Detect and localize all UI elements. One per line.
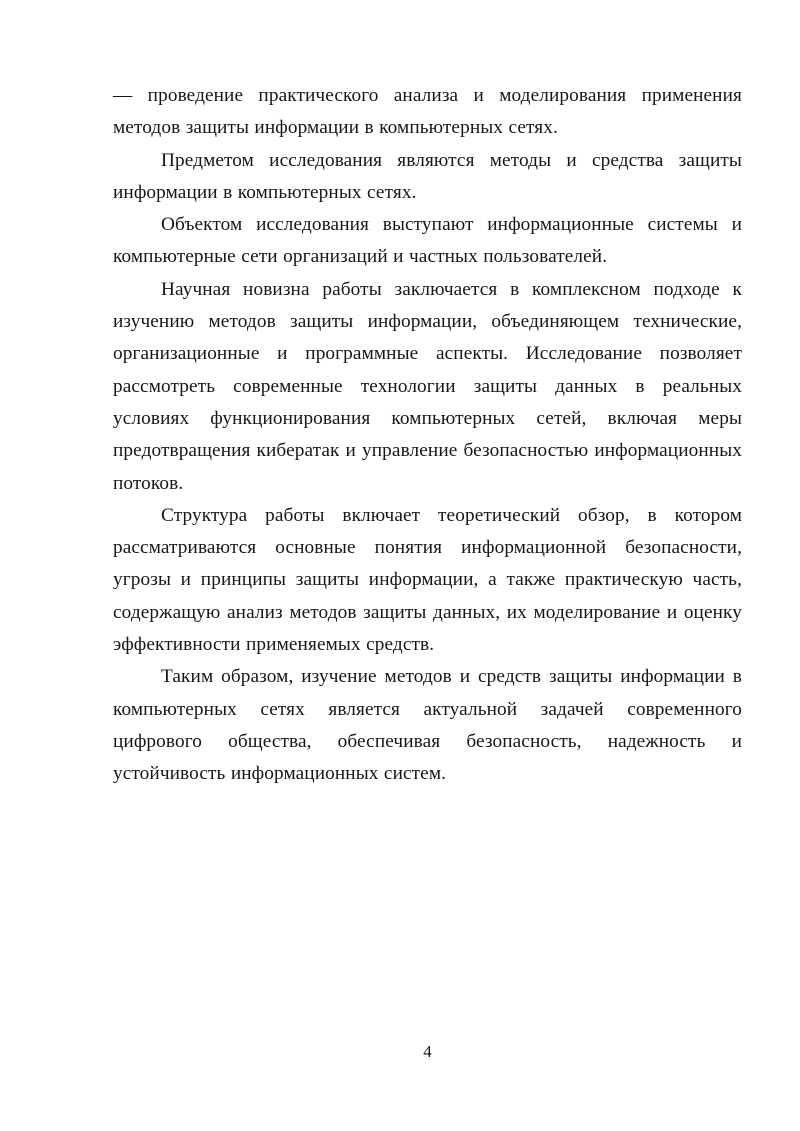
paragraph-novelty: Научная новизна работы заключается в комплексном подходе к изучению методов защиты информации, объединяющем технические, организационные и программные аспекты. Исследование позволяет рассмотреть современные технологии защиты данных в реальных условиях функционирования компьютерных сетей, включая меры предотвращения кибератак и управление безопасностью информационных потоков. [113,278,742,494]
paragraph-structure: Структура работы включает теоретический обзор, в котором рассматриваются основные понятия информационной безопасности, угрозы и принципы защиты информации, а также практическую часть, содержащую анализ методов защиты данных, их моделирование и оценку эффективности применяемых средств. [113,504,742,656]
paragraph-object: Объектом исследования выступают информационные системы и компьютерные сети организаций и частных пользователей. [113,214,742,268]
page-number: 4 [423,1042,432,1061]
paragraph-subject: Предметом исследования являются методы и средства защиты информации в компьютерных сетях. [113,149,742,203]
document-body [113,80,742,791]
page-footer [113,1042,742,1062]
paragraph-dash-item: — проведение практического анализа и моделирования применения методов защиты информации в компьютерных сетях. [113,85,742,139]
paragraph-conclusion: Таким образом, изучение методов и средств защиты информации в компьютерных сетях является актуальной задачей современного цифрового общества, обеспечивая безопасность, надежность и устойчивость информационных систем. [113,666,742,785]
